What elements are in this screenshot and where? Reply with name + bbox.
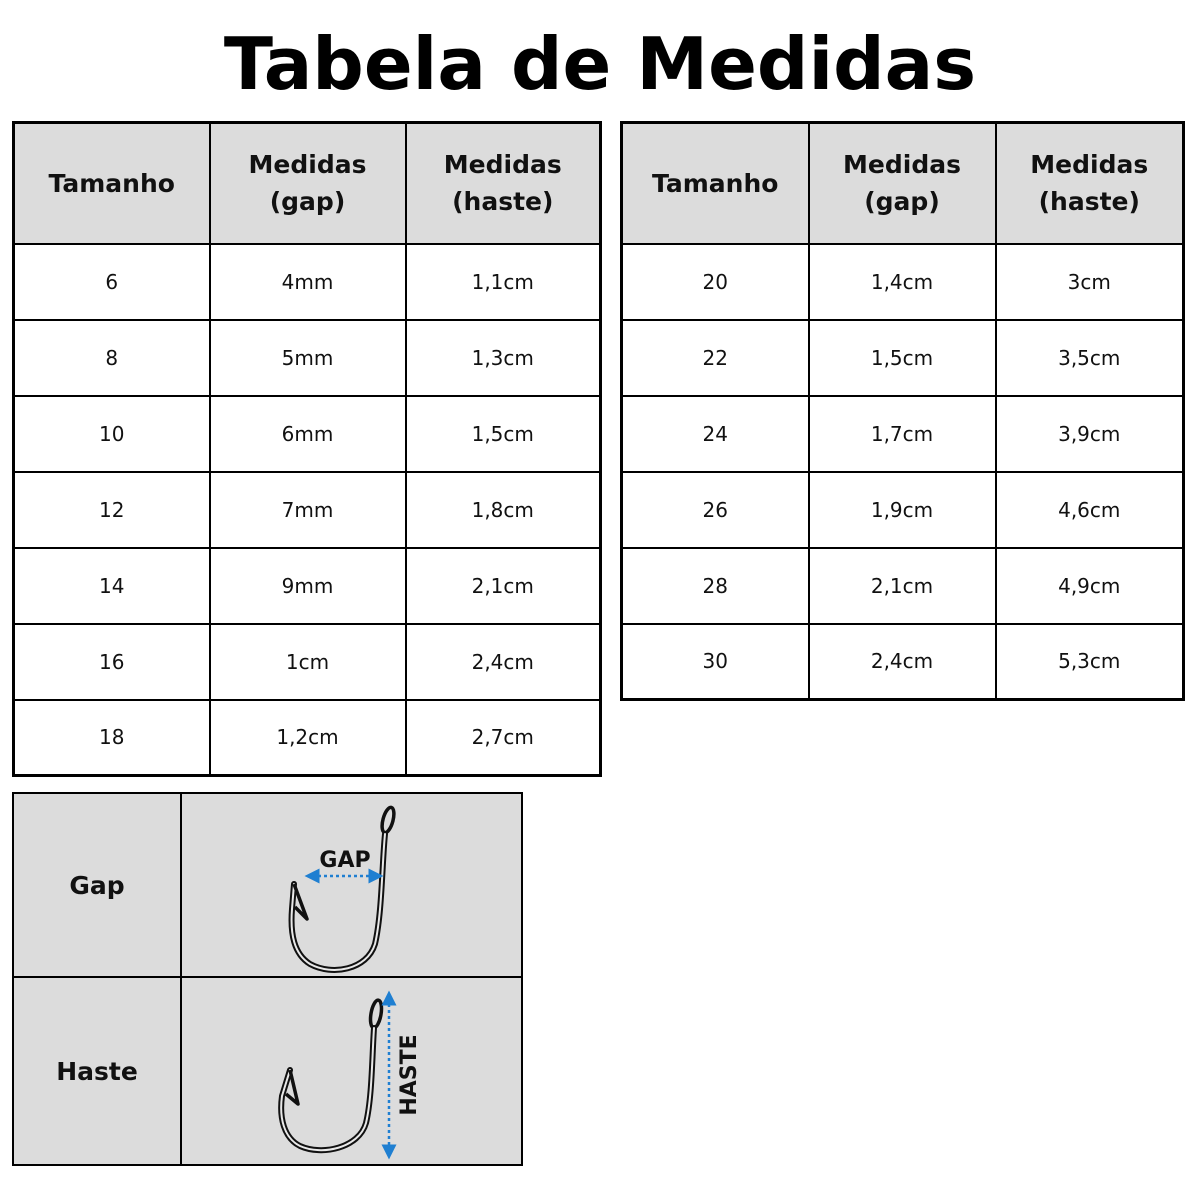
cell-size: 14 — [14, 548, 210, 624]
table-row — [14, 244, 601, 320]
cell-haste: 3,9cm — [996, 396, 1184, 472]
table-row — [14, 320, 601, 396]
page-title: Tabela de Medidas — [223, 22, 977, 106]
cell-gap: 2,4cm — [809, 624, 996, 700]
cell-size: 10 — [14, 396, 210, 472]
header-size: Tamanho — [14, 123, 210, 244]
table-row — [14, 396, 601, 472]
cell-size: 28 — [622, 548, 809, 624]
cell-haste: 4,6cm — [996, 472, 1184, 548]
cell-haste: 3,5cm — [996, 320, 1184, 396]
cell-size: 30 — [622, 624, 809, 700]
header-gap: Medidas (gap) — [210, 123, 406, 244]
cell-gap: 7mm — [210, 472, 406, 548]
cell-haste: 4,9cm — [996, 548, 1184, 624]
table-row — [14, 700, 601, 776]
cell-gap: 1,4cm — [809, 244, 996, 320]
header-gap: Medidas (gap) — [809, 123, 996, 244]
legend-row-haste — [13, 977, 522, 1165]
cell-gap: 1,5cm — [809, 320, 996, 396]
cell-size: 12 — [14, 472, 210, 548]
table-row — [622, 320, 1184, 396]
haste-diagram — [181, 977, 522, 1165]
header-haste: Medidas (haste) — [406, 123, 601, 244]
table-row — [622, 624, 1184, 700]
gap-diagram-label: GAP — [319, 848, 371, 873]
table-row — [14, 624, 601, 700]
cell-gap: 4mm — [210, 244, 406, 320]
table-row — [622, 396, 1184, 472]
legend-label-haste: Haste — [13, 977, 181, 1165]
cell-gap: 5mm — [210, 320, 406, 396]
table-row — [14, 472, 601, 548]
cell-haste: 1,5cm — [406, 396, 601, 472]
size-table-right — [620, 121, 1185, 701]
cell-haste: 2,7cm — [406, 700, 601, 776]
cell-gap: 1cm — [210, 624, 406, 700]
cell-size: 22 — [622, 320, 809, 396]
cell-gap: 1,7cm — [809, 396, 996, 472]
cell-gap: 9mm — [210, 548, 406, 624]
cell-size: 24 — [622, 396, 809, 472]
cell-size: 26 — [622, 472, 809, 548]
header-size: Tamanho — [622, 123, 809, 244]
fish-hook-icon — [182, 978, 522, 1164]
cell-haste: 1,1cm — [406, 244, 601, 320]
header-haste: Medidas (haste) — [996, 123, 1184, 244]
size-table-left — [12, 121, 602, 777]
cell-gap: 6mm — [210, 396, 406, 472]
cell-size: 6 — [14, 244, 210, 320]
cell-haste: 1,3cm — [406, 320, 601, 396]
cell-haste: 5,3cm — [996, 624, 1184, 700]
cell-gap: 1,9cm — [809, 472, 996, 548]
haste-diagram-label: HASTE — [397, 1034, 422, 1116]
cell-gap: 1,2cm — [210, 700, 406, 776]
cell-size: 18 — [14, 700, 210, 776]
table-row — [14, 548, 601, 624]
cell-haste: 2,4cm — [406, 624, 601, 700]
gap-diagram — [181, 793, 522, 977]
cell-gap: 2,1cm — [809, 548, 996, 624]
table-header-row — [14, 123, 601, 244]
fish-hook-icon — [182, 794, 522, 976]
cell-size: 16 — [14, 624, 210, 700]
legend-row-gap — [13, 793, 522, 977]
legend-label-gap: Gap — [13, 793, 181, 977]
cell-haste: 2,1cm — [406, 548, 601, 624]
table-row — [622, 548, 1184, 624]
table-row — [622, 244, 1184, 320]
cell-size: 20 — [622, 244, 809, 320]
cell-size: 8 — [14, 320, 210, 396]
table-row — [622, 472, 1184, 548]
cell-haste: 1,8cm — [406, 472, 601, 548]
measurement-legend — [12, 792, 523, 1166]
table-header-row — [622, 123, 1184, 244]
cell-haste: 3cm — [996, 244, 1184, 320]
